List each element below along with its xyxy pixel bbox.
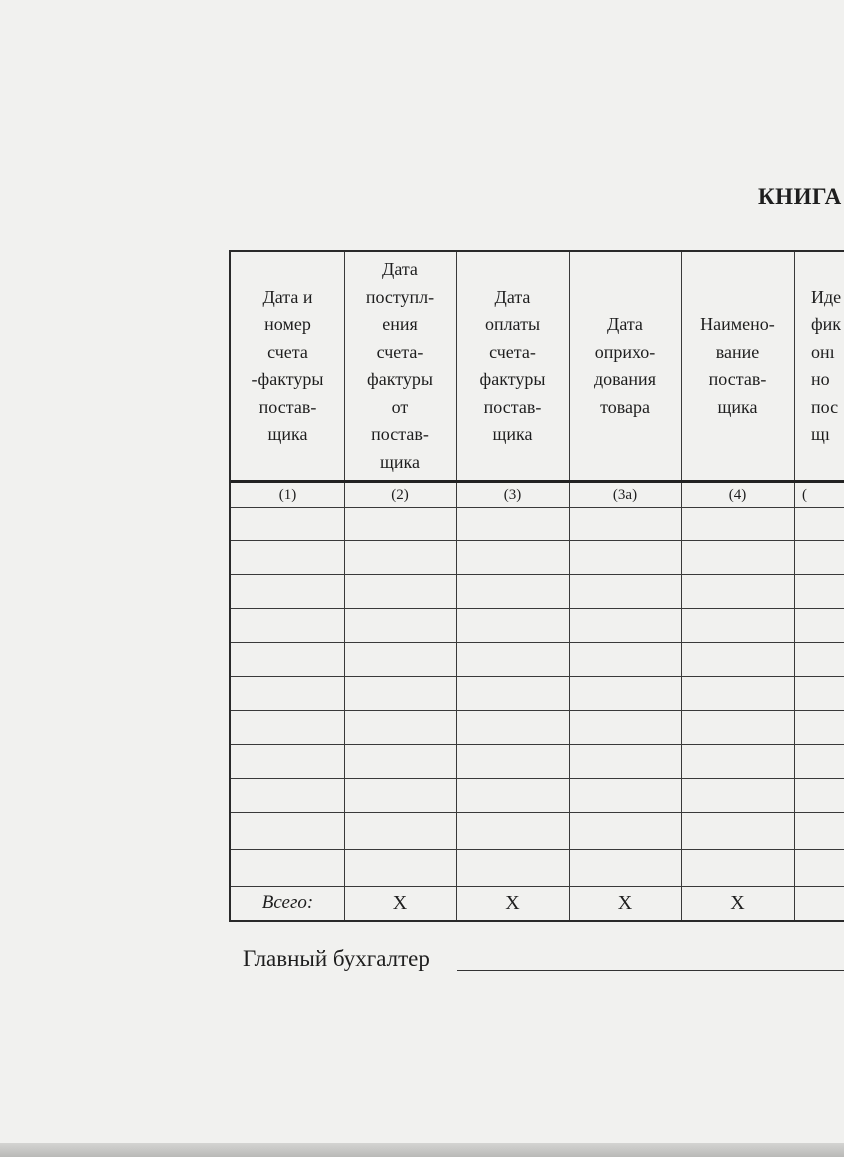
column-line xyxy=(794,507,795,920)
totals-mark: X xyxy=(730,891,745,914)
totals-mark: X xyxy=(392,891,408,914)
row-line xyxy=(231,744,844,745)
signature-line xyxy=(457,970,844,971)
column-header-supplier-id: Иде фик онı но пос щı xyxy=(811,286,842,444)
column-header-payment-date: Дата оплаты счета- фактуры постав- щика xyxy=(456,252,570,480)
totals-label: Всего: xyxy=(261,892,314,913)
page-bottom-edge xyxy=(0,1143,844,1157)
totals-mark: X xyxy=(617,891,633,914)
column-line xyxy=(681,507,682,920)
column-header-receipt-date: Дата поступл- ения счета- фактуры от постав- щика xyxy=(344,252,457,480)
column-number: (1) xyxy=(231,483,345,507)
row-line xyxy=(231,778,844,779)
column-number: (3а) xyxy=(569,483,682,507)
column-header-invoice-date-number: Дата и номер счета -фактуры постав- щика xyxy=(231,252,345,480)
row-line xyxy=(231,540,844,541)
row-line xyxy=(231,574,844,575)
row-line xyxy=(231,608,844,609)
column-line xyxy=(456,507,457,920)
totals-mark: X xyxy=(505,891,520,914)
column-number: ( xyxy=(802,486,807,503)
row-line xyxy=(231,642,844,643)
page-title: КНИГА xyxy=(758,184,842,209)
column-line xyxy=(569,507,570,920)
row-line xyxy=(231,676,844,677)
row-line xyxy=(231,849,844,850)
column-header-posting-date: Дата oприхо- дования товара xyxy=(569,252,682,480)
column-header-supplier-name: Наимено- вание постав- щика xyxy=(681,252,795,480)
ledger-table xyxy=(229,250,844,922)
row-line xyxy=(231,507,844,508)
column-line xyxy=(344,507,345,920)
column-number: (4) xyxy=(681,483,795,507)
row-line xyxy=(231,710,844,711)
row-line xyxy=(231,812,844,813)
chief-accountant-label: Главный бухгалтер xyxy=(243,946,430,971)
column-number: (3) xyxy=(456,483,570,507)
column-number: (2) xyxy=(344,483,457,507)
